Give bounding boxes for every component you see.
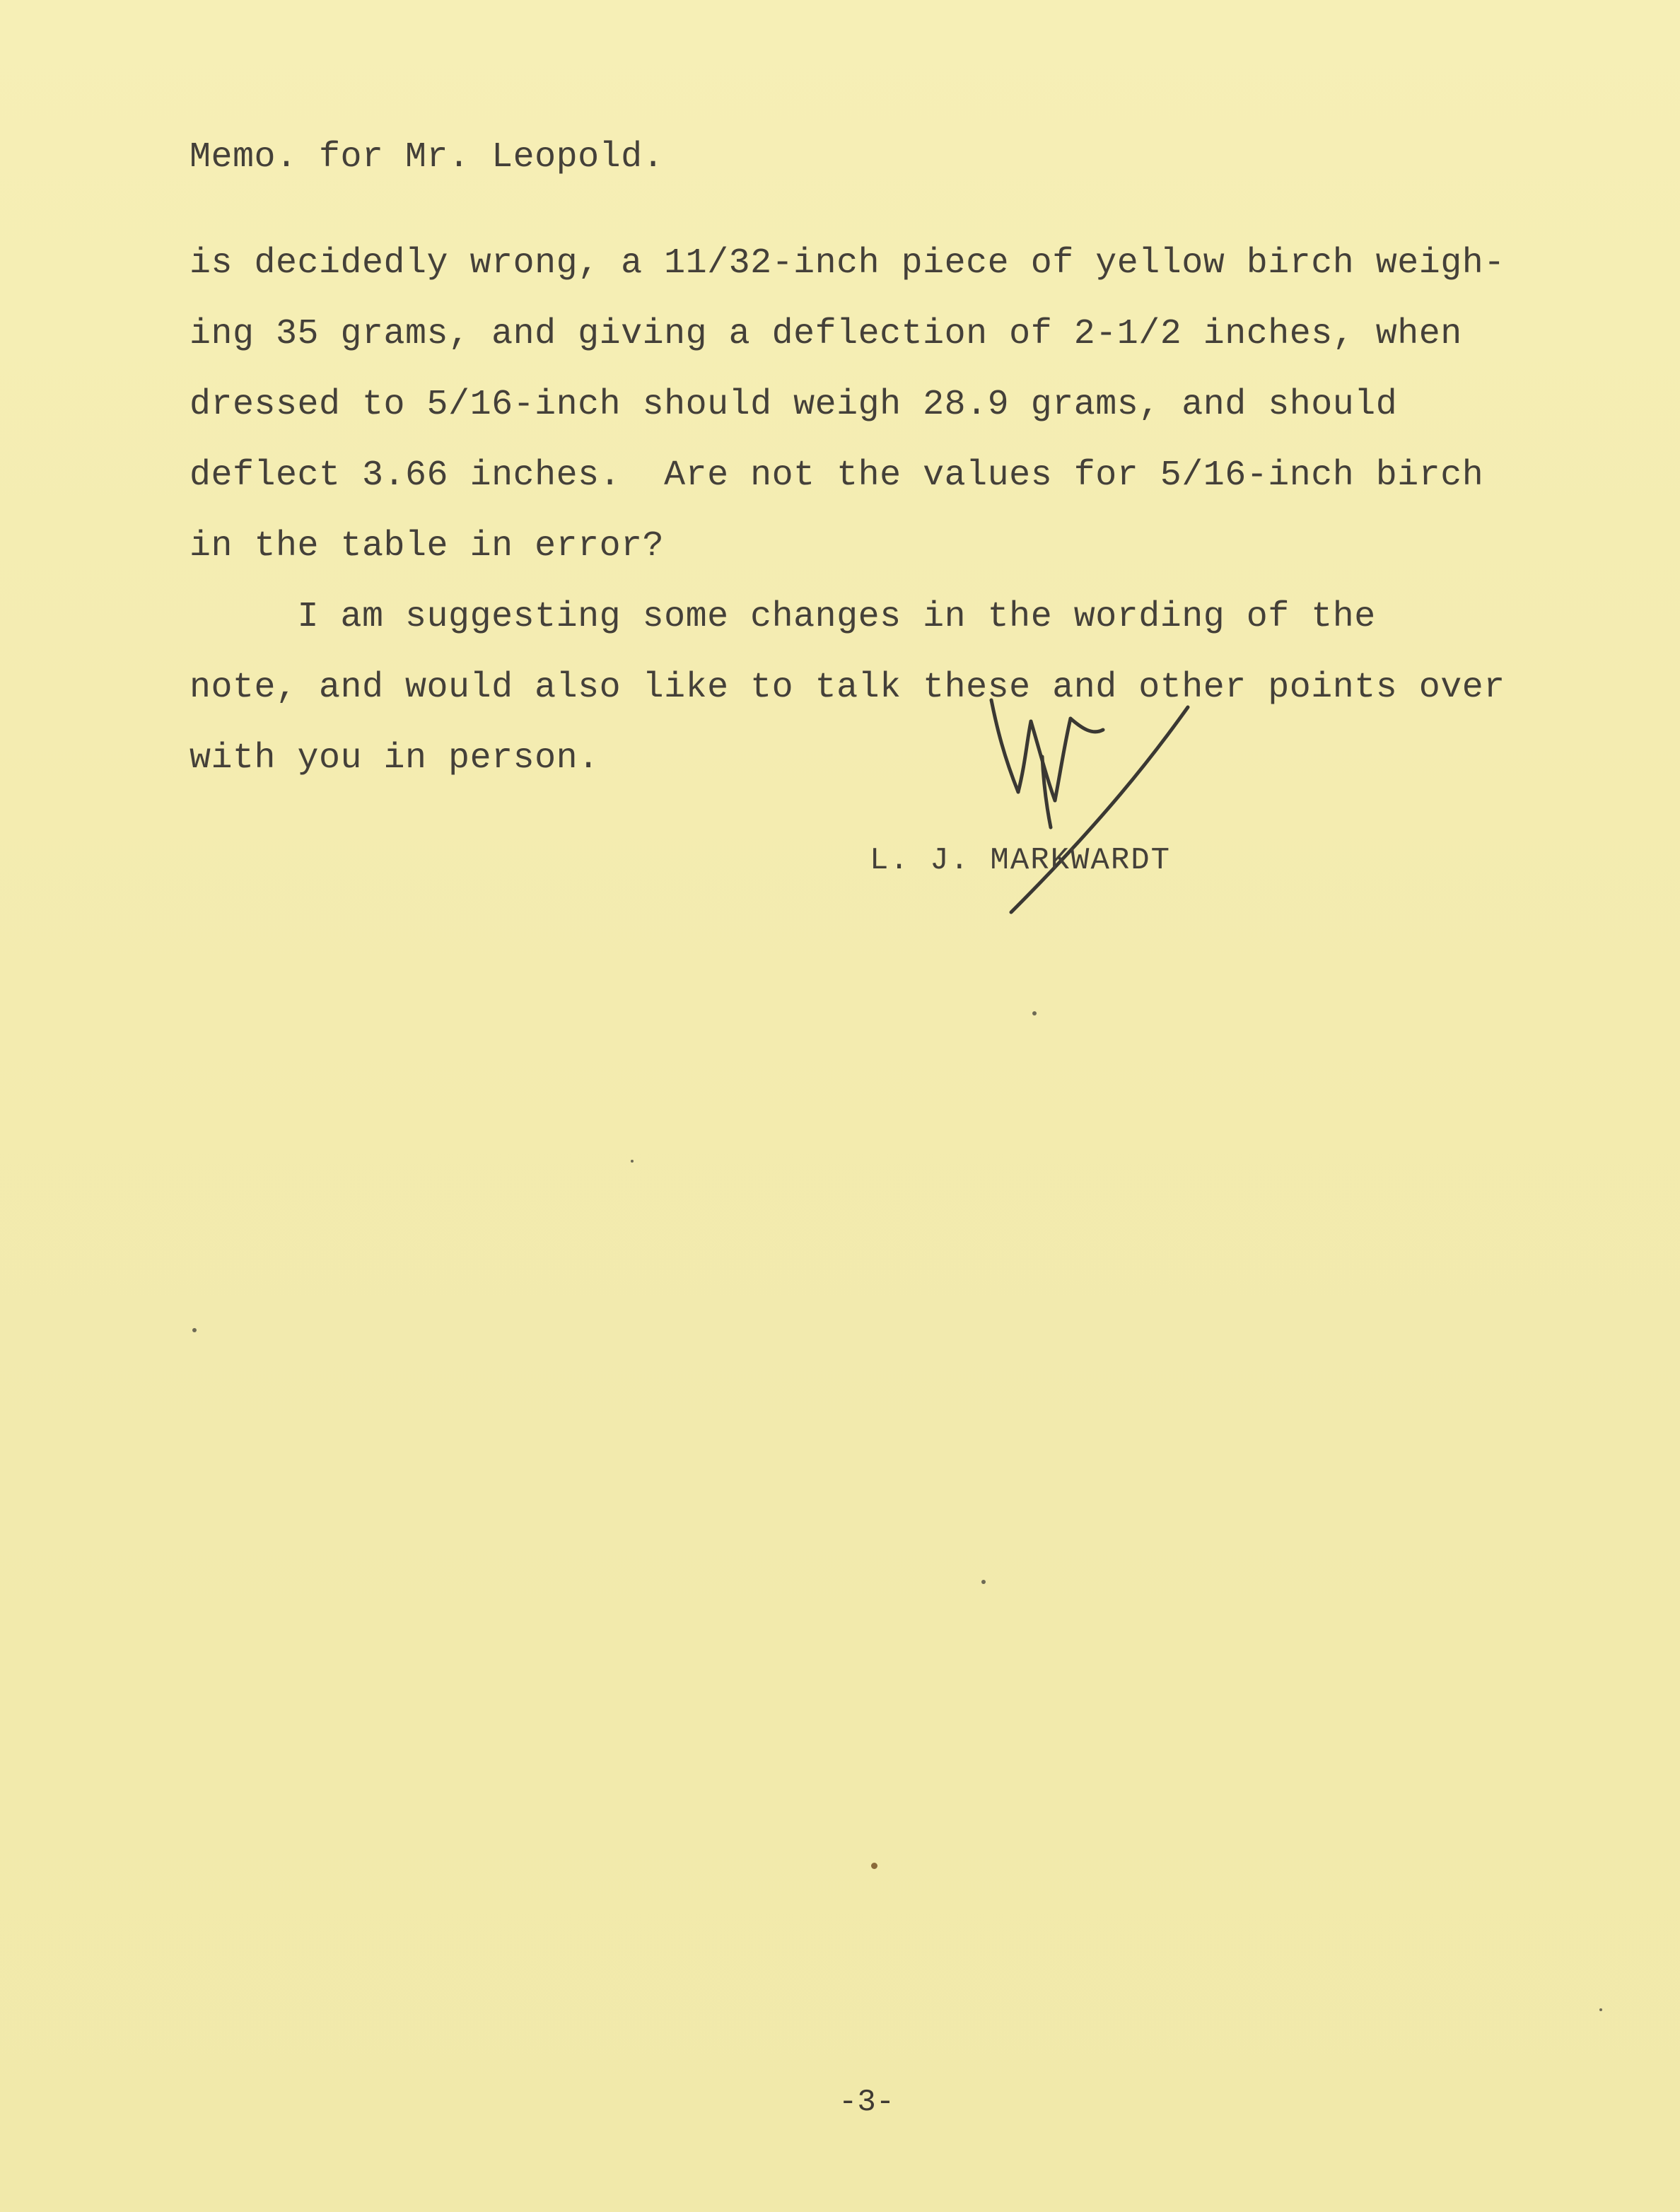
page-number: -3- — [839, 2085, 895, 2120]
body-line-3: dressed to 5/16-inch should weigh 28.9 grams, and should — [189, 385, 1398, 425]
body-line-7: note, and would also like to talk these and other points over — [189, 668, 1505, 708]
body-line-5: in the table in error? — [189, 526, 665, 566]
body-line-4: deflect 3.66 inches. Are not the values for 5/16-inch birch — [189, 455, 1484, 496]
paper-speck — [981, 1580, 986, 1584]
body-line-8: with you in person. — [189, 738, 600, 779]
body-line-6: I am suggesting some changes in the wording of the — [189, 597, 1376, 637]
paper-speck — [871, 1863, 877, 1869]
handwritten-initials-signature — [976, 679, 1202, 919]
body-line-1: is decidedly wrong, a 11/32-inch piece of yellow birch weigh- — [189, 243, 1505, 284]
memo-header: Memo. for Mr. Leopold. — [189, 137, 665, 177]
paper-speck — [1032, 1011, 1037, 1015]
paper-speck — [192, 1328, 197, 1332]
body-line-2: ing 35 grams, and giving a deflection of 2-1/2 inches, when — [189, 314, 1462, 354]
paper-speck — [631, 1160, 634, 1163]
signer-name: L. J. MARKWARDT — [870, 843, 1172, 878]
paper-speck — [1599, 2008, 1602, 2011]
